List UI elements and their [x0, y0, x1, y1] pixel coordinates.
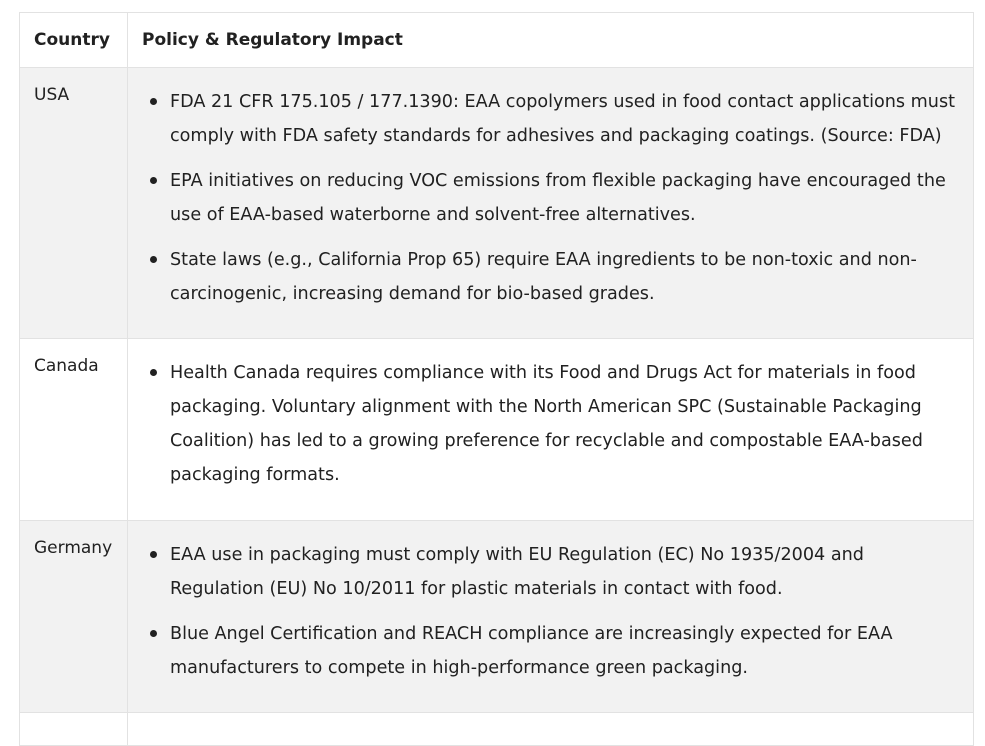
header-country: Country	[20, 13, 128, 68]
regulatory-table	[19, 12, 974, 746]
table-row	[20, 521, 974, 713]
table-header-row	[20, 13, 974, 68]
impact-text: State laws (e.g., California Prop 65) require EAA ingredients to be non-toxic and non-carcinogenic, increasing demand for bio-based grades.	[170, 250, 917, 304]
bullet-icon	[150, 551, 157, 558]
country-cell-canada: Canada	[20, 339, 128, 521]
impact-list	[142, 356, 959, 492]
impact-text: Blue Angel Certification and REACH compliance are increasingly expected for EAA manufacturers to compete in high-performance green packaging.	[170, 624, 893, 678]
header-policy-impact: Policy & Regulatory Impact	[128, 13, 974, 68]
bullet-icon	[150, 630, 157, 637]
bullet-icon	[150, 177, 157, 184]
impact-text: FDA 21 CFR 175.105 / 177.1390: EAA copolymers used in food contact applications must comply with FDA safety standards for adhesives and packaging coatings. (Source: FDA)	[170, 92, 956, 146]
list-item	[170, 617, 959, 685]
impact-text: EAA use in packaging must comply with EU Regulation (EC) No 1935/2004 and Regulation (EU) No 10/2011 for plastic materials in contact with food.	[170, 545, 864, 599]
table-row	[20, 339, 974, 521]
country-cell-usa: USA	[20, 68, 128, 339]
bullet-icon	[150, 256, 157, 263]
impact-text: Health Canada requires compliance with its Food and Drugs Act for materials in food packaging. Voluntary alignment with the North American SPC (Sustainable Packaging Coalition) has led to a growing preference for recyclable and compostable EAA-based packaging formats.	[170, 363, 923, 485]
bullet-icon	[150, 98, 157, 105]
table-cell-empty	[128, 713, 974, 746]
list-item	[170, 243, 959, 311]
impact-cell-germany	[128, 521, 974, 713]
impact-cell-usa	[128, 68, 974, 339]
list-item	[170, 538, 959, 606]
table-row-partial	[20, 713, 974, 746]
list-item	[170, 85, 959, 153]
table-cell-empty	[20, 713, 128, 746]
bullet-icon	[150, 369, 157, 376]
list-item	[170, 356, 959, 492]
regulatory-table-container	[19, 12, 973, 746]
impact-text: EPA initiatives on reducing VOC emissions from flexible packaging have encouraged the use of EAA-based waterborne and solvent-free alternatives.	[170, 171, 946, 225]
list-item	[170, 164, 959, 232]
table-row	[20, 68, 974, 339]
country-cell-germany: Germany	[20, 521, 128, 713]
impact-list	[142, 85, 959, 311]
impact-list	[142, 538, 959, 685]
impact-cell-canada	[128, 339, 974, 521]
